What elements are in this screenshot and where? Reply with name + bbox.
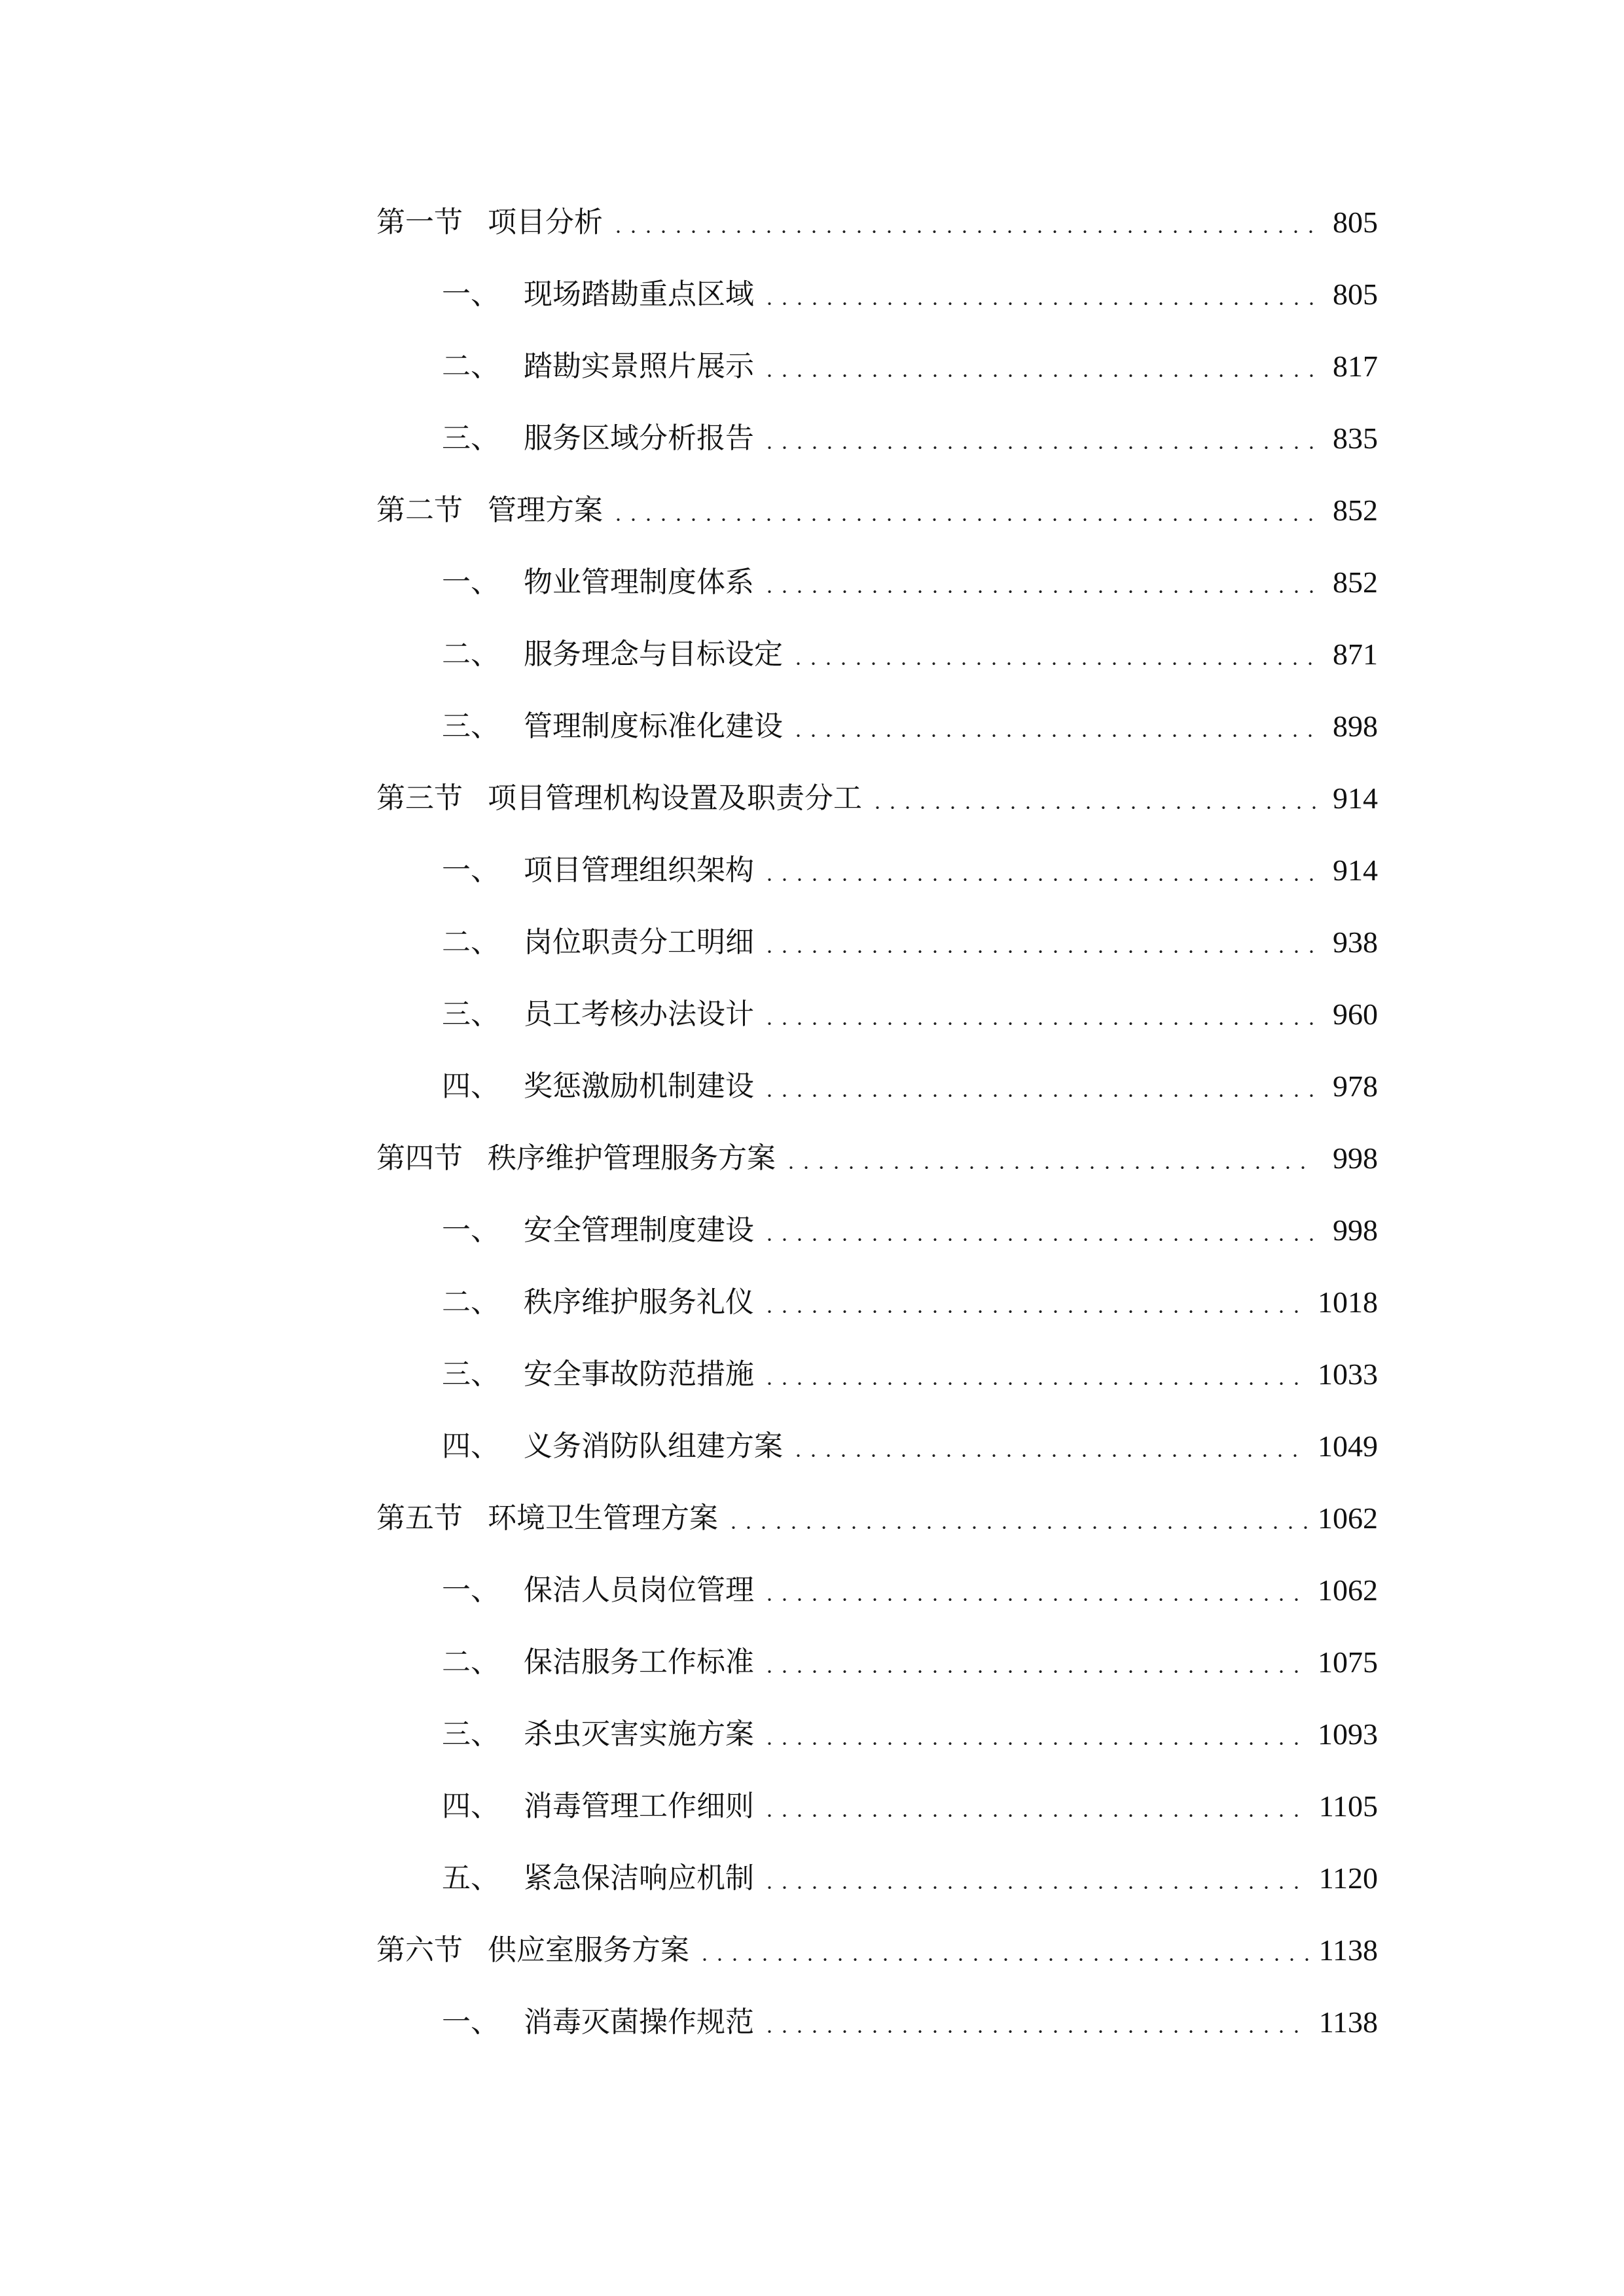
toc-entry[interactable] bbox=[376, 978, 1378, 1050]
toc-page-number: 835 bbox=[1333, 422, 1378, 455]
toc-title: 消毒管理工作细则 bbox=[524, 1789, 754, 1823]
toc-entry[interactable] bbox=[376, 1554, 1378, 1626]
dot-leader bbox=[762, 302, 1316, 305]
dot-leader bbox=[762, 374, 1316, 377]
dot-leader bbox=[762, 950, 1316, 953]
toc-page-number: 898 bbox=[1333, 709, 1378, 743]
toc-entry[interactable] bbox=[376, 187, 1378, 259]
dot-leader bbox=[762, 1670, 1308, 1673]
toc-title: 服务理念与目标设定 bbox=[524, 637, 783, 671]
toc-number: 第一节 bbox=[376, 206, 463, 239]
toc-title: 保洁服务工作标准 bbox=[524, 1645, 754, 1679]
toc-entry[interactable] bbox=[376, 1050, 1378, 1122]
toc-entry[interactable] bbox=[376, 834, 1378, 906]
table-of-contents bbox=[376, 187, 1378, 2058]
toc-entry[interactable] bbox=[376, 331, 1378, 403]
toc-number: 一、 bbox=[442, 565, 499, 599]
dot-leader bbox=[762, 446, 1316, 449]
toc-title: 供应室服务方案 bbox=[488, 1933, 689, 1967]
toc-entry[interactable] bbox=[376, 403, 1378, 475]
dot-leader bbox=[762, 1886, 1310, 1889]
toc-title: 安全管理制度建设 bbox=[524, 1213, 754, 1247]
toc-page-number: 871 bbox=[1333, 637, 1378, 671]
toc-page-number: 1062 bbox=[1318, 1501, 1378, 1535]
toc-page-number: 1062 bbox=[1318, 1573, 1378, 1607]
toc-title: 项目管理组织架构 bbox=[524, 853, 754, 887]
toc-number: 二、 bbox=[442, 1285, 499, 1319]
toc-title: 安全事故防范措施 bbox=[524, 1357, 754, 1391]
dot-leader bbox=[762, 1382, 1308, 1385]
toc-page-number: 805 bbox=[1333, 278, 1378, 311]
dot-leader bbox=[611, 230, 1316, 233]
toc-page-number: 1033 bbox=[1318, 1357, 1378, 1391]
toc-number: 三、 bbox=[442, 709, 499, 743]
dot-leader bbox=[762, 1742, 1308, 1745]
toc-number: 二、 bbox=[442, 637, 499, 671]
toc-entry[interactable] bbox=[376, 1482, 1378, 1554]
toc-title: 项目管理机构设置及职责分工 bbox=[488, 781, 862, 815]
toc-title: 物业管理制度体系 bbox=[524, 565, 754, 599]
toc-page-number: 805 bbox=[1333, 206, 1378, 239]
toc-entry[interactable] bbox=[376, 1122, 1378, 1194]
toc-number: 一、 bbox=[442, 1573, 499, 1607]
toc-title: 管理制度标准化建设 bbox=[524, 709, 783, 743]
dot-leader bbox=[784, 1166, 1316, 1169]
toc-title: 岗位职责分工明细 bbox=[524, 925, 754, 959]
toc-page-number: 938 bbox=[1333, 925, 1378, 959]
toc-entry[interactable] bbox=[376, 1266, 1378, 1338]
toc-number: 第六节 bbox=[376, 1933, 463, 1967]
toc-number: 四、 bbox=[442, 1789, 499, 1823]
toc-page-number: 852 bbox=[1333, 565, 1378, 599]
toc-entry[interactable] bbox=[376, 1842, 1378, 1914]
toc-title: 秩序维护管理服务方案 bbox=[488, 1141, 776, 1175]
toc-entry[interactable] bbox=[376, 762, 1378, 834]
dot-leader bbox=[762, 590, 1316, 593]
toc-entry[interactable] bbox=[376, 1194, 1378, 1266]
dot-leader bbox=[791, 734, 1316, 737]
toc-page-number: 1120 bbox=[1318, 1861, 1378, 1895]
toc-entry[interactable] bbox=[376, 475, 1378, 547]
toc-page-number: 978 bbox=[1333, 1069, 1378, 1103]
toc-number: 一、 bbox=[442, 853, 499, 887]
toc-page-number: 998 bbox=[1333, 1141, 1378, 1175]
toc-entry[interactable] bbox=[376, 1338, 1378, 1410]
toc-title: 管理方案 bbox=[488, 493, 603, 527]
toc-entry[interactable] bbox=[376, 1410, 1378, 1482]
toc-title: 义务消防队组建方案 bbox=[524, 1429, 783, 1463]
toc-number: 二、 bbox=[442, 1645, 499, 1679]
toc-entry[interactable] bbox=[376, 1698, 1378, 1770]
toc-entry[interactable] bbox=[376, 1770, 1378, 1842]
dot-leader bbox=[762, 1598, 1308, 1601]
toc-title: 员工考核办法设计 bbox=[524, 997, 754, 1031]
toc-entry[interactable] bbox=[376, 259, 1378, 331]
dot-leader bbox=[762, 1094, 1316, 1097]
toc-number: 三、 bbox=[442, 1357, 499, 1391]
dot-leader bbox=[762, 878, 1316, 881]
toc-number: 一、 bbox=[442, 1213, 499, 1247]
dot-leader bbox=[726, 1526, 1308, 1529]
toc-page-number: 1075 bbox=[1318, 1645, 1378, 1679]
toc-title: 项目分析 bbox=[488, 206, 603, 239]
toc-title: 紧急保洁响应机制 bbox=[524, 1861, 754, 1895]
toc-page-number: 998 bbox=[1333, 1213, 1378, 1247]
toc-entry[interactable] bbox=[376, 547, 1378, 619]
toc-page-number: 914 bbox=[1333, 853, 1378, 887]
toc-number: 四、 bbox=[442, 1069, 499, 1103]
toc-entry[interactable] bbox=[376, 1986, 1378, 2058]
toc-title: 保洁人员岗位管理 bbox=[524, 1573, 754, 1607]
dot-leader bbox=[762, 2030, 1310, 2033]
toc-title: 杀虫灭害实施方案 bbox=[524, 1717, 754, 1751]
toc-number: 三、 bbox=[442, 1717, 499, 1751]
toc-number: 第五节 bbox=[376, 1501, 463, 1535]
toc-entry[interactable] bbox=[376, 619, 1378, 691]
toc-page-number: 1093 bbox=[1318, 1717, 1378, 1751]
toc-page-number: 1138 bbox=[1318, 1933, 1378, 1967]
dot-leader bbox=[791, 1454, 1308, 1457]
toc-number: 三、 bbox=[442, 422, 499, 455]
toc-title: 踏勘实景照片展示 bbox=[524, 350, 754, 383]
toc-title: 环境卫生管理方案 bbox=[488, 1501, 718, 1535]
toc-number: 二、 bbox=[442, 350, 499, 383]
dot-leader bbox=[611, 518, 1316, 521]
toc-page-number: 1018 bbox=[1318, 1285, 1378, 1319]
toc-title: 服务区域分析报告 bbox=[524, 422, 754, 455]
toc-number: 一、 bbox=[442, 2005, 499, 2039]
toc-number: 一、 bbox=[442, 278, 499, 311]
dot-leader bbox=[791, 662, 1316, 665]
dot-leader bbox=[762, 1238, 1316, 1241]
toc-number: 二、 bbox=[442, 925, 499, 959]
toc-number: 四、 bbox=[442, 1429, 499, 1463]
toc-page-number: 817 bbox=[1333, 350, 1378, 383]
dot-leader bbox=[762, 1814, 1310, 1817]
toc-number: 第三节 bbox=[376, 781, 463, 815]
dot-leader bbox=[697, 1958, 1310, 1961]
toc-title: 秩序维护服务礼仪 bbox=[524, 1285, 754, 1319]
toc-entry[interactable] bbox=[376, 906, 1378, 978]
toc-page-number: 852 bbox=[1333, 493, 1378, 527]
toc-title: 消毒灭菌操作规范 bbox=[524, 2005, 754, 2039]
toc-entry[interactable] bbox=[376, 1914, 1378, 1986]
toc-entry[interactable] bbox=[376, 691, 1378, 762]
toc-entry[interactable] bbox=[376, 1626, 1378, 1698]
toc-page-number: 1049 bbox=[1318, 1429, 1378, 1463]
toc-number: 第四节 bbox=[376, 1141, 463, 1175]
toc-number: 第二节 bbox=[376, 493, 463, 527]
toc-title: 奖惩激励机制建设 bbox=[524, 1069, 754, 1103]
toc-page-number: 1138 bbox=[1318, 2005, 1378, 2039]
dot-leader bbox=[762, 1022, 1316, 1025]
toc-page-number: 960 bbox=[1333, 997, 1378, 1031]
toc-page-number: 914 bbox=[1333, 781, 1378, 815]
dot-leader bbox=[870, 806, 1316, 809]
toc-page-number: 1105 bbox=[1318, 1789, 1378, 1823]
toc-number: 三、 bbox=[442, 997, 499, 1031]
dot-leader bbox=[762, 1310, 1308, 1313]
toc-number: 五、 bbox=[442, 1861, 499, 1895]
toc-title: 现场踏勘重点区域 bbox=[524, 278, 754, 311]
